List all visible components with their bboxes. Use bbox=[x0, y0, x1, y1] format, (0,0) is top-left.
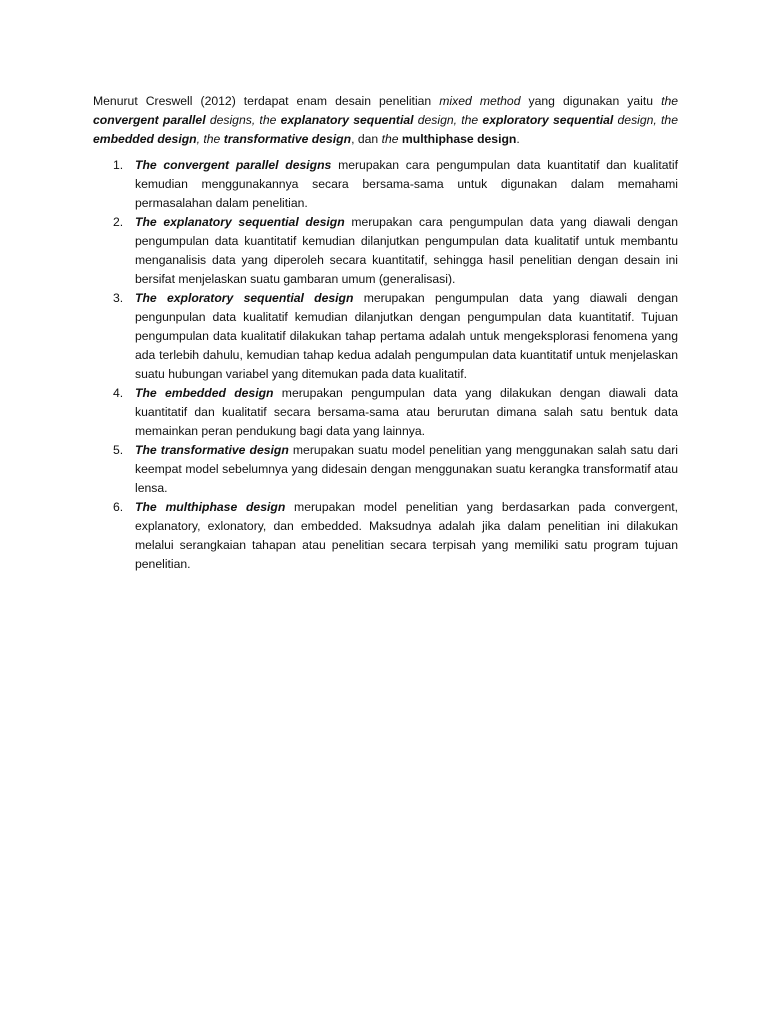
design-description: merupakan cara pengumpulan data kuantitatif dan kualitatif kemudian menggunakannya secara bersama-sama untuk digunakan dalam memahami permasalahan dalam penelitian. bbox=[135, 158, 678, 210]
intro-emphasis: designs, the bbox=[205, 113, 281, 127]
intro-emphasis: , the bbox=[196, 132, 224, 146]
list-number: 6. bbox=[113, 500, 124, 514]
design-description: merupakan model penelitian yang berdasarkan pada convergent, explanatory, exlonatory, dan embedded. Maksudnya adalah jika dalam penelitian ini dilakukan melalui serangkaian tahapan atau penelitian secara terpisah yang memiliki satu program tujuan penelitian. bbox=[135, 500, 679, 571]
intro-emphasis: design, the bbox=[613, 113, 678, 127]
intro-term: transformative design bbox=[223, 132, 352, 146]
design-description: merupakan pengumpulan data yang diawali dengan pengunpulan data kualitatif kemudian dilanjutkan dengan pengumpulan data kuantitatif. Tujuan pengumpulan data kualitatif dilakukan tahap pertama adalah untuk mengeksplorasi fenomena yang ada terlebih dahulu, kemudian tahap kedua adalah pengumpulan data kuantitatif untuk menjelaskan suatu hubungan variabel yang ditemukan pada data kualitatif. bbox=[135, 291, 678, 381]
design-term: The convergent parallel designs bbox=[135, 158, 332, 172]
document-page bbox=[93, 92, 678, 574]
list-item bbox=[93, 213, 678, 289]
list-item bbox=[93, 156, 678, 213]
list-item bbox=[93, 441, 678, 498]
design-description: merupakan cara pengumpulan data yang diawali dengan pengumpulan data kuantitatif kemudian dilanjutkan pengumpulan data kualitatif untuk membantu menganalisis data yang diperoleh secara kuantitatif, sehingga hasil penelitian dengan desain ini bersifat menjelaskan suatu gambaran umum (generalisasi). bbox=[135, 215, 678, 286]
intro-emphasis: the bbox=[381, 132, 402, 146]
intro-emphasis: design, the bbox=[413, 113, 483, 127]
design-term: The explanatory sequential design bbox=[135, 215, 345, 229]
design-term: The exploratory sequential design bbox=[135, 291, 354, 305]
design-list bbox=[93, 156, 678, 574]
intro-text: , dan bbox=[351, 132, 382, 146]
design-description: merupakan pengumpulan data yang dilakukan dengan diawali data kuantitatif dan kualitatif secara bersama-sama atau berurutan dimana salah satu bentuk data memainkan peran pendukung bagi data yang lainnya. bbox=[135, 386, 679, 438]
list-number: 1. bbox=[113, 158, 124, 172]
intro-emphasis: the bbox=[661, 94, 679, 108]
list-item bbox=[93, 498, 678, 574]
list-number: 4. bbox=[113, 386, 124, 400]
intro-emphasis: mixed method bbox=[439, 94, 521, 108]
intro-text: yang digunakan yaitu bbox=[520, 94, 662, 108]
intro-term: exploratory sequential bbox=[482, 113, 614, 127]
intro-term: explanatory sequential bbox=[280, 113, 414, 127]
list-item bbox=[93, 384, 678, 441]
list-item bbox=[93, 289, 678, 384]
list-number: 5. bbox=[113, 443, 124, 457]
intro-paragraph bbox=[93, 92, 678, 149]
intro-term: convergent parallel bbox=[93, 113, 206, 127]
list-number: 3. bbox=[113, 291, 124, 305]
design-description: merupakan suatu model penelitian yang menggunakan salah satu dari keempat model sebelumnya yang didesain dengan menggunakan suatu kerangka transformatif atau lensa. bbox=[135, 443, 678, 495]
intro-term: multhiphase design bbox=[401, 132, 517, 146]
intro-text: . bbox=[516, 132, 520, 146]
design-term: The multhiphase design bbox=[135, 500, 286, 514]
intro-text: Menurut Creswell (2012) terdapat enam desain penelitian bbox=[93, 94, 440, 108]
list-number: 2. bbox=[113, 215, 124, 229]
intro-term: embedded design bbox=[93, 132, 197, 146]
design-term: The transformative design bbox=[135, 443, 289, 457]
design-term: The embedded design bbox=[135, 386, 274, 400]
